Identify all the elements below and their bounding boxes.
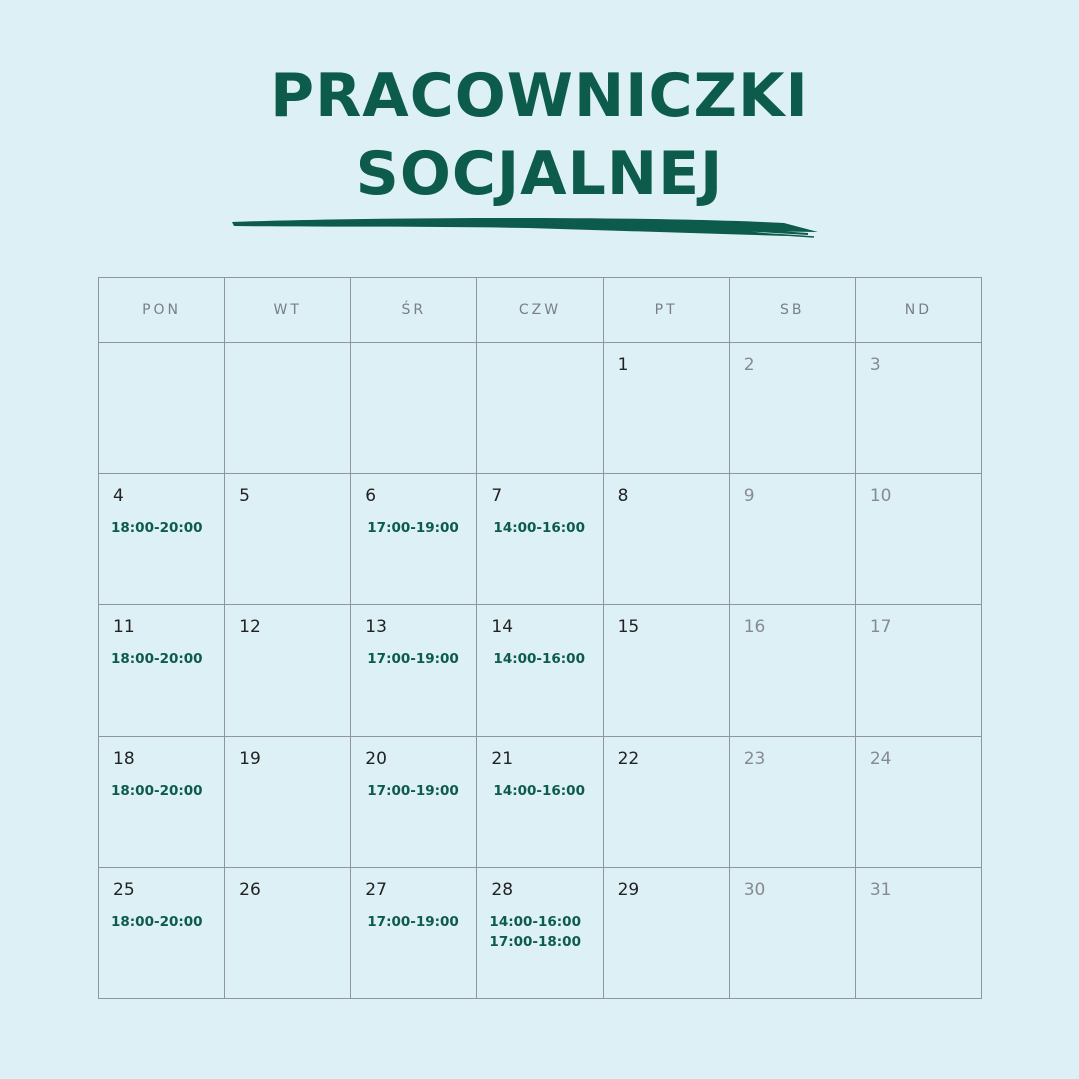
time-slots — [493, 518, 585, 538]
time-slot: 17:00-19:00 — [367, 651, 459, 668]
calendar-day-cell — [477, 868, 603, 999]
calendar-grid — [98, 277, 982, 999]
time-slot: 18:00-20:00 — [111, 520, 203, 537]
day-number: 7 — [491, 486, 503, 507]
day-number: 9 — [743, 486, 755, 507]
calendar-day-cell — [225, 737, 351, 868]
time-slots — [367, 518, 459, 538]
time-slots — [111, 912, 203, 932]
calendar-day-cell — [477, 605, 603, 736]
calendar-day-cell — [604, 868, 730, 999]
calendar-day-cell — [351, 868, 477, 999]
day-number: 23 — [743, 748, 766, 769]
day-number: 20 — [365, 748, 387, 769]
weekday-header: PT — [604, 278, 730, 343]
calendar-day-cell — [856, 868, 982, 999]
day-number: 13 — [365, 617, 387, 638]
calendar-day-cell — [856, 474, 982, 605]
day-number: 24 — [869, 748, 892, 769]
calendar-day-cell — [99, 737, 225, 868]
calendar-day-cell — [351, 343, 477, 474]
day-number: 16 — [743, 617, 766, 638]
calendar-day-cell — [604, 737, 730, 868]
time-slot: 18:00-20:00 — [111, 651, 203, 668]
day-number: 8 — [617, 486, 629, 507]
calendar-day-cell — [225, 343, 351, 474]
page-title-line-2: SOCJALNEJ — [355, 139, 724, 209]
day-number: 28 — [491, 879, 514, 900]
calendar-day-cell — [225, 474, 351, 605]
calendar-day-cell — [730, 343, 856, 474]
day-number: 10 — [869, 486, 892, 507]
time-slot: 14:00-16:00 — [493, 782, 585, 799]
calendar-day-cell — [225, 605, 351, 736]
time-slots — [111, 518, 203, 538]
time-slot: 17:00-19:00 — [367, 782, 459, 799]
day-number: 31 — [869, 879, 892, 900]
day-number: 27 — [365, 879, 387, 900]
day-number: 5 — [239, 486, 250, 507]
weekday-header: PON — [99, 278, 225, 343]
calendar-day-cell — [730, 605, 856, 736]
day-number: 18 — [113, 748, 135, 769]
calendar-day-cell — [225, 868, 351, 999]
weekday-header: ŚR — [351, 278, 477, 343]
day-number: 26 — [239, 879, 261, 900]
time-slot: 18:00-20:00 — [111, 913, 203, 930]
day-number: 21 — [491, 748, 514, 769]
time-slots — [489, 912, 581, 952]
time-slots — [493, 781, 585, 801]
calendar-day-cell — [99, 868, 225, 999]
time-slots — [493, 649, 585, 669]
calendar-day-cell — [856, 605, 982, 736]
day-number: 30 — [743, 879, 766, 900]
weekday-header: SB — [730, 278, 856, 343]
day-number: 25 — [113, 879, 135, 900]
weekday-header: WT — [225, 278, 351, 343]
time-slots — [367, 649, 459, 669]
time-slot: 17:00-18:00 — [489, 933, 581, 950]
day-number: 3 — [869, 355, 881, 375]
calendar-day-cell — [730, 474, 856, 605]
day-number: 2 — [743, 355, 755, 375]
calendar-day-cell — [99, 605, 225, 736]
day-number: 6 — [365, 486, 377, 507]
time-slot: 14:00-16:00 — [493, 520, 585, 537]
day-number: 29 — [617, 879, 640, 900]
calendar-day-cell — [604, 605, 730, 736]
time-slot: 18:00-20:00 — [111, 782, 203, 799]
calendar-day-cell — [477, 343, 603, 474]
page-title-line-1: PRACOWNICZKI — [270, 61, 809, 131]
calendar-day-cell — [604, 474, 730, 605]
calendar-day-cell — [856, 343, 982, 474]
time-slots — [111, 649, 203, 669]
time-slot: 17:00-19:00 — [367, 520, 459, 537]
day-number: 1 — [617, 355, 629, 375]
calendar-day-cell — [351, 474, 477, 605]
calendar-day-cell — [856, 737, 982, 868]
calendar-day-cell — [351, 737, 477, 868]
time-slot: 17:00-19:00 — [367, 913, 459, 930]
time-slot: 14:00-16:00 — [489, 913, 581, 930]
calendar-day-cell — [730, 868, 856, 999]
brush-underline — [228, 212, 824, 240]
time-slots — [367, 912, 459, 932]
calendar-day-cell — [477, 737, 603, 868]
weekday-header: CZW — [477, 278, 603, 343]
calendar-day-cell — [477, 474, 603, 605]
day-number: 14 — [491, 617, 514, 638]
day-number: 12 — [239, 617, 261, 638]
time-slots — [367, 781, 459, 801]
time-slot: 14:00-16:00 — [493, 651, 585, 668]
calendar-day-cell — [99, 474, 225, 605]
day-number: 15 — [617, 617, 640, 638]
calendar-day-cell — [351, 605, 477, 736]
day-number: 17 — [869, 617, 892, 638]
weekday-header: ND — [856, 278, 982, 343]
time-slots — [111, 781, 203, 801]
day-number: 19 — [239, 748, 261, 769]
day-number: 4 — [113, 486, 124, 507]
calendar-day-cell — [99, 343, 225, 474]
day-number: 11 — [113, 617, 135, 638]
calendar-day-cell — [730, 737, 856, 868]
calendar-day-cell — [604, 343, 730, 474]
day-number: 22 — [617, 748, 640, 769]
